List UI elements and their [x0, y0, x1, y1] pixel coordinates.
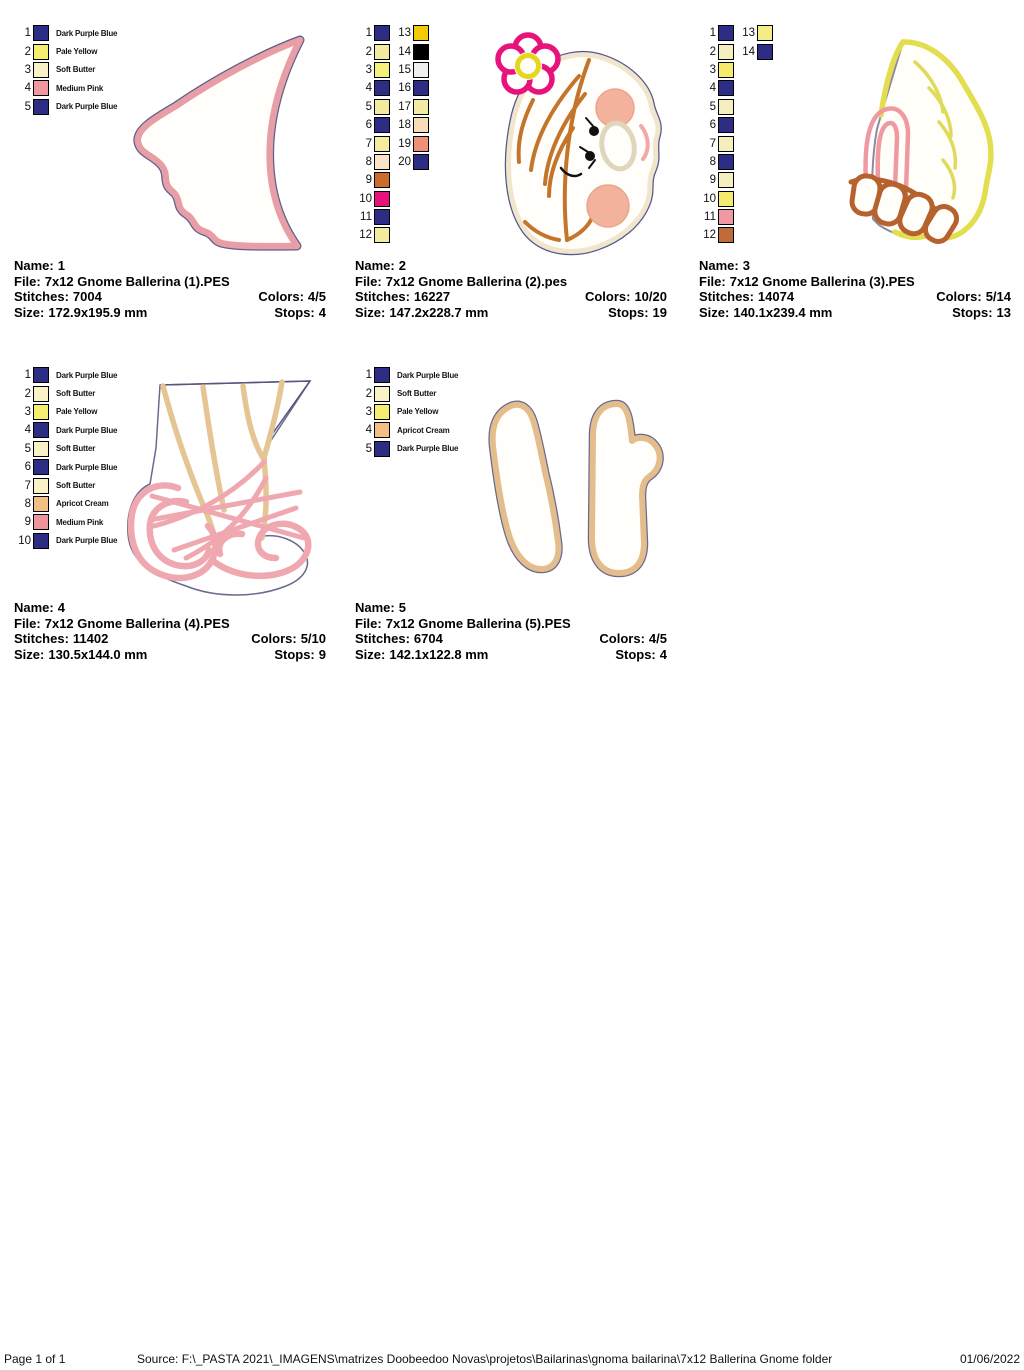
size-label: Size:: [699, 305, 730, 321]
size-label: Size:: [14, 305, 45, 321]
thread-color-swatch: [33, 496, 49, 512]
thread-number: 10: [18, 534, 31, 547]
thread-number: 8: [365, 155, 372, 168]
thread-color-swatch: [374, 99, 390, 115]
thread-number: 4: [24, 424, 31, 437]
legend-row: [699, 226, 773, 244]
thread-color-swatch: [374, 154, 390, 170]
thread-color-swatch: [718, 227, 734, 243]
thread-color-legend: [355, 366, 458, 458]
thread-number: 15: [398, 63, 411, 76]
thread-color-label: Soft Butter: [56, 481, 96, 491]
thread-number: 3: [709, 63, 716, 76]
thread-color-swatch: [413, 25, 429, 41]
flower-icon: [498, 35, 558, 92]
thread-color-swatch: [757, 44, 773, 60]
thread-color-swatch: [374, 191, 390, 207]
design-metadata: [14, 600, 326, 663]
design-metadata: [355, 258, 667, 321]
thread-color-swatch: [374, 367, 390, 383]
thread-color-swatch: [33, 459, 49, 475]
thread-color-swatch: [718, 80, 734, 96]
thread-color-label: Soft Butter: [56, 389, 96, 399]
thread-color-label: Apricot Cream: [56, 499, 109, 509]
name-value: 3: [742, 258, 750, 273]
thread-number: 4: [365, 82, 372, 95]
source-path: Source: F:\_PASTA 2021\_IMAGENS\matrizes Doobeedoo Novas\projetos\Bailarinas\gnoma bailarina\7x12 Ballerina Gnome folder: [137, 1352, 833, 1366]
thread-number: 6: [24, 461, 31, 474]
thread-color-swatch: [374, 209, 390, 225]
thread-color-label: Dark Purple Blue: [397, 444, 459, 454]
thread-number: 1: [365, 369, 372, 382]
thread-number: 14: [398, 45, 411, 58]
legend-row: [355, 61, 429, 79]
size-label: Size:: [355, 305, 386, 321]
thread-number: 11: [704, 211, 716, 224]
legend-row: [355, 226, 429, 244]
thread-color-label: Dark Purple Blue: [56, 370, 118, 380]
thread-number: 2: [709, 45, 716, 58]
thread-color-legend: [699, 24, 773, 245]
thread-color-swatch: [374, 62, 390, 78]
legend-row: [699, 208, 773, 226]
legend-row: [699, 116, 773, 134]
footer-date: 01/06/2022: [959, 1352, 1020, 1366]
design-panel-1: [14, 24, 326, 324]
thread-color-label: Medium Pink: [56, 83, 104, 93]
thread-number: 17: [398, 100, 411, 113]
thread-color-legend: [14, 24, 117, 116]
colors-value: 5/14: [985, 289, 1011, 305]
thread-number: 14: [742, 45, 755, 58]
thread-color-label: Dark Purple Blue: [56, 536, 118, 546]
file-label: File:: [355, 615, 382, 631]
legend-row: [699, 98, 773, 116]
thread-color-label: Dark Purple Blue: [56, 462, 118, 472]
design-preview-ballet-feet: [116, 368, 328, 600]
stops-value: 19: [652, 305, 667, 321]
name-label: Name:: [14, 258, 54, 273]
file-label: File:: [699, 273, 726, 289]
legend-row: [699, 79, 773, 97]
stops-label: Stops:: [274, 647, 315, 663]
colors-value: 4/5: [648, 631, 667, 647]
legend-row: [14, 98, 117, 116]
thread-color-swatch: [374, 44, 390, 60]
design-panel-3: [699, 24, 1011, 324]
thread-color-swatch: [374, 441, 390, 457]
size-value: 130.5x144.0 mm: [48, 647, 148, 663]
thread-color-swatch: [33, 99, 49, 115]
stops-label: Stops:: [274, 305, 315, 321]
stops-label: Stops:: [615, 647, 656, 663]
thread-color-swatch: [33, 367, 49, 383]
thread-color-swatch: [33, 478, 49, 494]
thread-color-legend: [14, 366, 117, 550]
thread-number: 4: [365, 424, 372, 437]
thread-color-label: Pale Yellow: [397, 407, 439, 417]
name-label: Name:: [14, 600, 54, 615]
legend-row: [14, 61, 117, 79]
design-metadata: [699, 258, 1011, 321]
file-value: 7x12 Gnome Ballerina (5).PES: [385, 615, 571, 631]
thread-color-swatch: [718, 62, 734, 78]
thread-number: 6: [365, 119, 372, 132]
thread-color-label: Dark Purple Blue: [56, 102, 118, 112]
arm-right: [592, 404, 660, 573]
stitches-value: 6704: [413, 631, 443, 647]
thread-color-label: Soft Butter: [56, 65, 96, 75]
file-value: 7x12 Gnome Ballerina (1).PES: [44, 273, 230, 289]
thread-number: 20: [398, 155, 411, 168]
stitches-label: Stitches:: [355, 289, 410, 305]
flower-center-ring: [518, 56, 539, 77]
legend-row: [355, 421, 458, 439]
stitches-label: Stitches:: [699, 289, 754, 305]
thread-color-swatch: [374, 404, 390, 420]
colors-label: Colors:: [258, 289, 304, 305]
legend-row: [355, 208, 429, 226]
name-value: 2: [398, 258, 406, 273]
thread-color-label: Dark Purple Blue: [56, 425, 118, 435]
design-preview-tutu: [815, 26, 1011, 256]
legend-row: [355, 384, 458, 402]
legend-row: [355, 366, 458, 384]
file-label: File:: [14, 273, 41, 289]
design-preview-gnome-hat: [114, 26, 326, 258]
thread-number: 5: [709, 100, 716, 113]
legend-row: [355, 24, 429, 42]
thread-color-swatch: [33, 514, 49, 530]
stitches-value: 14074: [757, 289, 795, 305]
legend-row: [355, 153, 429, 171]
thread-color-swatch: [413, 80, 429, 96]
stitches-value: 11402: [72, 631, 109, 647]
thread-color-swatch: [718, 136, 734, 152]
thread-number: 3: [365, 63, 372, 76]
legend-row: [14, 384, 117, 402]
thread-color-label: Medium Pink: [56, 517, 104, 527]
thread-color-label: Pale Yellow: [56, 407, 98, 417]
thread-color-swatch: [33, 44, 49, 60]
legend-row: [14, 476, 117, 494]
legend-row: [14, 440, 117, 458]
thread-color-swatch: [374, 386, 390, 402]
thread-color-swatch: [33, 441, 49, 457]
thread-color-swatch: [33, 80, 49, 96]
name-value: 4: [57, 600, 65, 615]
size-value: 172.9x195.9 mm: [48, 305, 148, 321]
thread-number: 1: [24, 369, 31, 382]
thread-number: 7: [365, 137, 372, 150]
legend-row: [355, 403, 458, 421]
thread-number: 10: [359, 192, 372, 205]
stitches-label: Stitches:: [355, 631, 410, 647]
design-preview-gnome-face: [475, 26, 667, 256]
thread-color-label: Dark Purple Blue: [56, 28, 118, 38]
legend-row: [699, 171, 773, 189]
legend-row: [14, 366, 117, 384]
thread-color-swatch: [33, 533, 49, 549]
thread-color-label: Soft Butter: [397, 389, 437, 399]
design-preview-arms: [447, 370, 673, 598]
colors-label: Colors:: [936, 289, 982, 305]
legend-row: [14, 24, 117, 42]
stops-label: Stops:: [608, 305, 649, 321]
file-label: File:: [14, 615, 41, 631]
thread-color-swatch: [718, 99, 734, 115]
thread-color-swatch: [33, 25, 49, 41]
thread-number: 5: [365, 100, 372, 113]
thread-color-label: Apricot Cream: [397, 425, 450, 435]
thread-number: 12: [359, 229, 372, 242]
size-label: Size:: [14, 647, 45, 663]
file-value: 7x12 Gnome Ballerina (4).PES: [44, 615, 230, 631]
stops-label: Stops:: [952, 305, 993, 321]
thread-color-swatch: [374, 227, 390, 243]
thread-color-legend: [355, 24, 429, 245]
arm-left: [493, 405, 559, 569]
thread-number: 8: [24, 497, 31, 510]
legend-row: [355, 134, 429, 152]
design-panel-4: [14, 366, 326, 666]
name-label: Name:: [355, 600, 395, 615]
thread-number: 3: [24, 63, 31, 76]
legend-row: [355, 440, 458, 458]
thread-number: 4: [24, 82, 31, 95]
thread-number: 6: [709, 119, 716, 132]
legend-row: [355, 79, 429, 97]
thread-number: 7: [709, 137, 716, 150]
thread-color-swatch: [718, 172, 734, 188]
stitches-label: Stitches:: [14, 631, 69, 647]
name-label: Name:: [355, 258, 395, 273]
thread-number: 9: [24, 516, 31, 529]
thread-color-swatch: [374, 80, 390, 96]
legend-row: [699, 134, 773, 152]
design-metadata: [355, 600, 667, 663]
stitches-value: 16227: [413, 289, 451, 305]
legend-row: [14, 532, 117, 550]
stitches-value: 7004: [72, 289, 102, 305]
thread-color-swatch: [718, 154, 734, 170]
thread-number: 2: [365, 45, 372, 58]
thread-number: 2: [365, 387, 372, 400]
legend-row: [14, 458, 117, 476]
colors-label: Colors:: [599, 631, 645, 647]
thread-number: 13: [742, 27, 755, 40]
thread-color-swatch: [718, 25, 734, 41]
stitches-label: Stitches:: [14, 289, 69, 305]
thread-number: 19: [398, 137, 411, 150]
legend-row: [699, 24, 773, 42]
thread-number: 11: [360, 211, 372, 224]
thread-number: 13: [398, 27, 411, 40]
thread-number: 4: [709, 82, 716, 95]
size-value: 147.2x228.7 mm: [389, 305, 489, 321]
thread-color-swatch: [413, 117, 429, 133]
colors-value: 4/5: [307, 289, 326, 305]
legend-row: [355, 42, 429, 60]
thread-color-swatch: [33, 386, 49, 402]
legend-row: [355, 98, 429, 116]
thread-color-swatch: [33, 422, 49, 438]
size-label: Size:: [355, 647, 386, 663]
name-value: 5: [398, 600, 406, 615]
thread-number: 18: [398, 119, 411, 132]
thread-color-swatch: [718, 209, 734, 225]
thread-number: 16: [398, 82, 411, 95]
legend-row: [14, 513, 117, 531]
thread-number: 3: [24, 405, 31, 418]
stops-value: 13: [996, 305, 1011, 321]
thread-number: 1: [365, 27, 372, 40]
thread-color-swatch: [413, 136, 429, 152]
page-number: Page 1 of 1: [4, 1352, 66, 1366]
legend-row: [355, 190, 429, 208]
design-panel-2: [355, 24, 667, 324]
thread-number: 2: [24, 45, 31, 58]
thread-color-label: Soft Butter: [56, 444, 96, 454]
stops-value: 9: [318, 647, 326, 663]
colors-value: 10/20: [634, 289, 667, 305]
stops-value: 4: [318, 305, 326, 321]
thread-number: 5: [24, 100, 31, 113]
thread-number: 10: [703, 192, 716, 205]
thread-number: 7: [24, 479, 31, 492]
legend-row: [699, 61, 773, 79]
legend-row: [699, 190, 773, 208]
thread-color-swatch: [413, 62, 429, 78]
thread-number: 2: [24, 387, 31, 400]
hat-shape-stitch: [138, 40, 300, 246]
thread-color-swatch: [374, 422, 390, 438]
legend-row: [14, 79, 117, 97]
size-value: 140.1x239.4 mm: [733, 305, 833, 321]
legend-row: [355, 171, 429, 189]
thread-number: 1: [24, 27, 31, 40]
legend-row: [699, 42, 773, 60]
thread-color-swatch: [718, 191, 734, 207]
legend-row: [14, 495, 117, 513]
file-value: 7x12 Gnome Ballerina (3).PES: [729, 273, 915, 289]
thread-color-swatch: [413, 99, 429, 115]
thread-number: 12: [703, 229, 716, 242]
thread-number: 5: [365, 442, 372, 455]
thread-color-swatch: [374, 117, 390, 133]
stops-value: 4: [659, 647, 667, 663]
colors-value: 5/10: [300, 631, 326, 647]
cheek-bottom: [587, 185, 629, 227]
legend-row: [355, 116, 429, 134]
legend-row: [699, 153, 773, 171]
file-value: 7x12 Gnome Ballerina (2).pes: [385, 273, 568, 289]
thread-number: 1: [709, 27, 716, 40]
thread-color-swatch: [757, 25, 773, 41]
thread-color-swatch: [374, 136, 390, 152]
thread-color-swatch: [718, 44, 734, 60]
thread-number: 5: [24, 442, 31, 455]
colors-label: Colors:: [251, 631, 297, 647]
name-label: Name:: [699, 258, 739, 273]
thread-color-swatch: [718, 117, 734, 133]
thread-color-swatch: [374, 172, 390, 188]
thread-color-swatch: [413, 44, 429, 60]
thread-color-label: Dark Purple Blue: [397, 370, 459, 380]
legend-row: [14, 421, 117, 439]
thread-color-label: Pale Yellow: [56, 47, 98, 57]
design-panel-5: [355, 366, 667, 666]
thread-number: 9: [709, 174, 716, 187]
size-value: 142.1x122.8 mm: [389, 647, 489, 663]
colors-label: Colors:: [584, 289, 631, 305]
thread-color-swatch: [33, 404, 49, 420]
design-metadata: [14, 258, 326, 321]
thread-color-swatch: [33, 62, 49, 78]
thread-number: 8: [709, 155, 716, 168]
file-label: File:: [355, 273, 382, 289]
thread-number: 9: [365, 174, 372, 187]
thread-color-swatch: [374, 25, 390, 41]
name-value: 1: [57, 258, 65, 273]
thread-color-swatch: [413, 154, 429, 170]
legend-row: [14, 42, 117, 60]
legend-row: [14, 403, 117, 421]
thread-number: 3: [365, 405, 372, 418]
